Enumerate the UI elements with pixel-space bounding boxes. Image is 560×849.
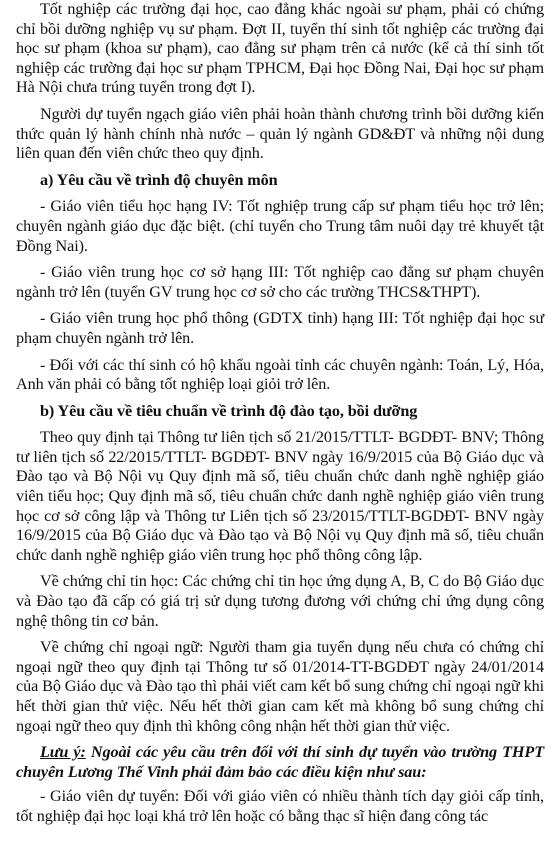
paragraph-it-certificate: Về chứng chỉ tin học: Các chứng chỉ tin học ứng dụng A, B, C do Bộ Giáo dục và Đào tạo đã cấp có giá trị sử dụng tương đương với chứng chỉ ứng dụng công nghệ thông tin cơ bản. xyxy=(16,572,544,630)
section-heading-professional-qualification: a) Yêu cầu về trình độ chuyên môn xyxy=(40,170,278,189)
paragraph-candidate-teacher-conditions: - Giáo viên dự tuyển: Đối với giáo viên có nhiều thành tích dạy giỏi cấp tỉnh, tốt nghiệp đại học loại khá trở lên hoặc có bằng thạc sĩ hiện đang công tác xyxy=(16,787,544,825)
paragraph-primary-teacher-requirement: - Giáo viên tiểu học hạng IV: Tốt nghiệp trung cấp sư phạm tiểu học trở lên; chuyên ngành giáo dục đặc biệt. (chỉ tuyển cho Trung tâm nuôi dạy trẻ khuyết tật Đồng Nai). xyxy=(16,197,544,255)
paragraph-foreign-language-certificate: Về chứng chỉ ngoại ngữ: Người tham gia tuyển dụng nếu chưa có chứng chỉ ngoại ngữ theo quy định tại Thông tư số 01/2014-TT-BGDĐT ngày 24/01/2014 của Bộ Giáo dục và Đào tạo thì phải viết cam kết bổ sung chứng chỉ ngoại ngữ khi hết thời gian thử việc. Nếu hết thời gian cam kết mà không bổ sung chứng chỉ ngoại ngữ theo quy định thì không công nhận hết thời gian thử việc. xyxy=(16,638,544,735)
section-heading-training-standards: b) Yêu cầu về tiêu chuẩn về trình độ đào tạo, bồi dưỡng xyxy=(40,401,418,420)
note-label: Lưu ý: xyxy=(40,743,86,762)
paragraph-circular-regulations: Theo quy định tại Thông tư liên tịch số 21/2015/TTLT- BGDĐT- BNV; Thông tư liên tịch số 22/2015/TTLT- BGDĐT- BNV ngày 16/9/2015 của Bộ Giáo dục và Đào tạo và Bộ Nội vụ Quy định mã số, tiêu chuẩn chức danh nghề nghiệp giáo viên tiểu học; Quy định mã số, tiêu chuẩn chức danh nghề nghiệp giáo viên trung học cơ sở công lập và Thông tư Liên tịch số 23/2015/TTLT-BGDĐT- BNV ngày 16/9/2015 của Bộ Giáo dục và Đào tạo và Bộ Nội vụ Quy định mã số, tiêu chuẩn chức danh nghề nghiệp giáo viên trung học phổ thông công lập. xyxy=(16,428,544,564)
paragraph-lower-secondary-teacher-requirement: - Giáo viên trung học cơ sở hạng III: Tốt nghiệp cao đẳng sư phạm chuyên ngành trở lên (tuyển GV trung học cơ sở cho các trường THCS&THPT). xyxy=(16,263,544,301)
note-paragraph xyxy=(16,743,544,782)
paragraph-state-management-training: Người dự tuyển ngạch giáo viên phải hoàn thành chương trình bồi dưỡng kiến thức quản lý hành chính nhà nước – quản lý ngành GD&ĐT và những nội dung liên quan đến viên chức theo quy định. xyxy=(16,104,544,163)
paragraph-upper-secondary-teacher-requirement: - Giáo viên trung học phổ thông (GDTX tỉnh) hạng III: Tốt nghiệp đại học sư phạm chuyên ngành trở lên. xyxy=(16,309,544,347)
paragraph-teacher-training-requirements: Tốt nghiệp các trường đại học, cao đẳng khác ngoài sư phạm, phải có chứng chỉ bồi dưỡng nghiệp vụ sư phạm. Đợt II, tuyển thí sinh tốt nghiệp các trường đại học sư phạm (khoa sư phạm), cao đẳng sư phạm trên cả nước (kể cả thí sinh tốt nghiệp các trường đại học sư phạm TPHCM, Đại học Đồng Nai, Đại học sư phạm Hà Nội chưa trúng tuyển trong đợt I). xyxy=(16,0,544,97)
paragraph-out-of-province-candidates: - Đối với các thí sinh có hộ khẩu ngoài tỉnh các chuyên ngành: Toán, Lý, Hóa, Anh văn phải có bằng tốt nghiệp loại giỏi trở lên. xyxy=(16,355,544,394)
document-page xyxy=(16,0,544,834)
note-text: Ngoài các yêu cầu trên đối với thí sinh dự tuyển vào trường THPT chuyên Lương Thế Vinh phải đảm bảo các điều kiện như sau: xyxy=(16,743,544,781)
